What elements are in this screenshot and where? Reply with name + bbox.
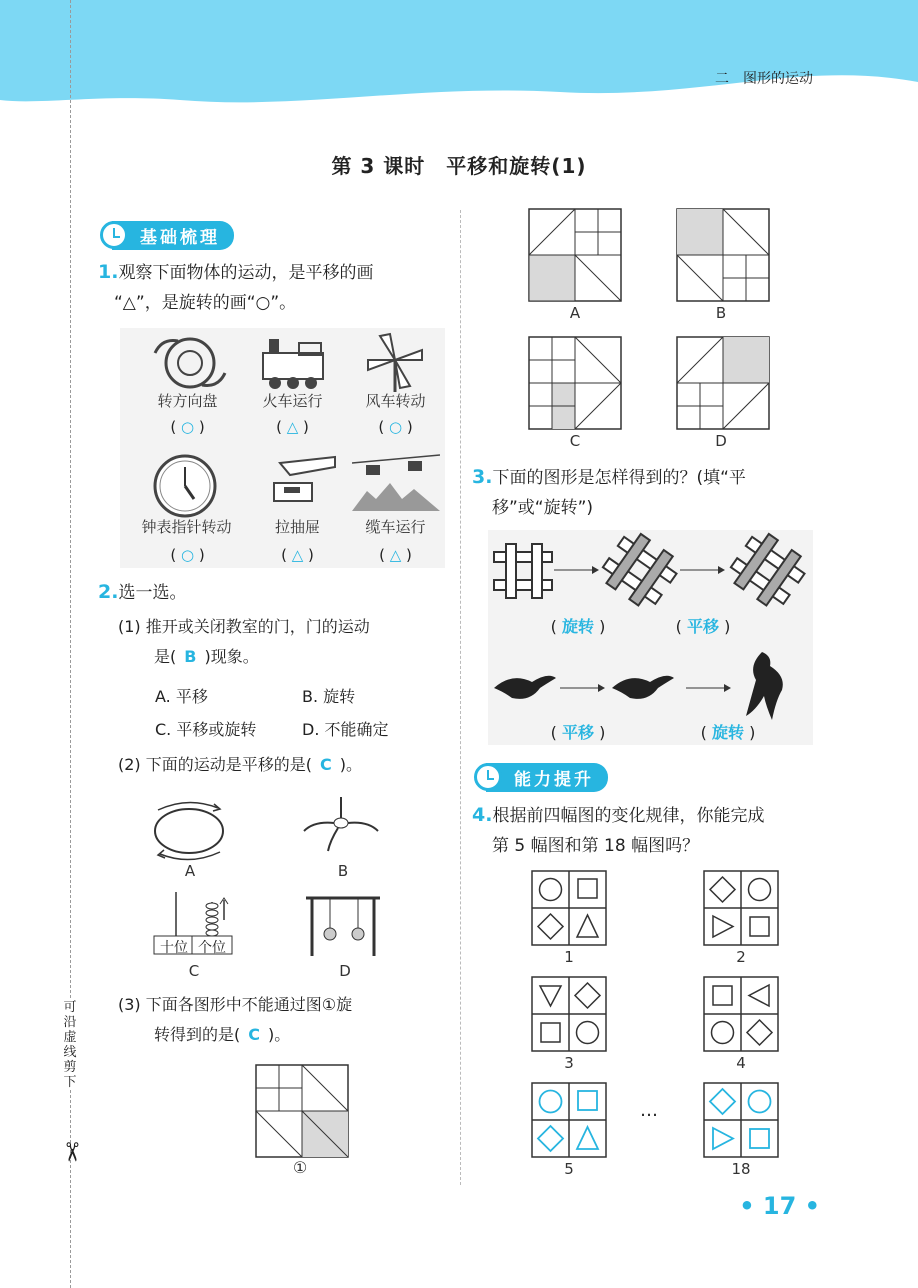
column-divider <box>460 210 461 1185</box>
arrow-icon <box>552 560 602 580</box>
pattern-grid-3 <box>531 976 607 1052</box>
choice-label-a: A <box>569 304 581 322</box>
p2-label-b: B <box>337 862 349 880</box>
label-drawer: 拉抽屉 <box>274 518 320 536</box>
pattern-label-2: 2 <box>736 948 746 966</box>
alarm-clock-icon <box>474 763 502 791</box>
train-icon <box>255 333 335 393</box>
option-d: D. 不能确定 <box>302 720 389 739</box>
page-title: 第 3 课时 平移和旋转(1) <box>331 154 587 178</box>
abacus-tens-label: 十位 <box>160 940 188 956</box>
p2-label-a: A <box>184 862 196 880</box>
pattern-label-4: 4 <box>736 1054 746 1072</box>
q3-answer-2: ( 平移 ) <box>675 617 731 636</box>
answer-steering: ( ○ ) <box>170 418 205 436</box>
frame-moved-icon <box>728 532 808 608</box>
q2-part1: (1) 推开或关闭教室的门，门的运动 是( B )现象。 <box>118 617 370 666</box>
label-train: 火车运行 <box>262 392 323 410</box>
swing-icon <box>302 892 384 958</box>
scissors-icon: ✂ <box>55 1141 86 1163</box>
frame-shape-icon <box>492 540 556 600</box>
frame-rotated-icon <box>600 532 680 608</box>
pattern-label-3: 3 <box>564 1054 574 1072</box>
choice-label-d: D <box>715 432 727 450</box>
arrow-icon <box>678 560 728 580</box>
section-badge-advanced <box>474 762 608 792</box>
p2-label-d: D <box>339 962 351 980</box>
section-badge-basic <box>100 220 234 250</box>
choice-label-c: C <box>569 432 581 450</box>
choice-figure-c <box>528 336 622 430</box>
answer-windmill: ( ○ ) <box>378 418 413 436</box>
label-clock: 钟表指针转动 <box>141 518 232 536</box>
windmill-icon <box>360 330 430 394</box>
p2-label-c: C <box>188 962 200 980</box>
swallow-icon <box>492 668 558 706</box>
ellipsis: … <box>640 1100 658 1121</box>
choice-label-b: B <box>715 304 727 322</box>
rotating-ellipse-icon <box>148 800 230 862</box>
q1-picture-panel <box>120 328 445 568</box>
option-c: C. 平移或旋转 <box>155 720 257 739</box>
pattern-label-5: 5 <box>564 1160 574 1178</box>
section-label: 基础梳理 <box>112 221 234 250</box>
alarm-clock-icon <box>100 221 128 249</box>
q3-text: 3.下面的图形是怎样得到的？(填“平 移”或“旋转”) <box>472 466 746 518</box>
chapter-title: 二 图形的运动 <box>715 71 813 87</box>
cut-line <box>70 0 71 1288</box>
label-cablecar: 缆车运行 <box>365 518 426 536</box>
arrow-icon <box>684 678 734 698</box>
figure-1-tangram <box>254 1063 350 1159</box>
cable-car-icon <box>352 453 440 513</box>
option-a: A. 平移 <box>155 687 208 706</box>
pattern-label-1: 1 <box>564 948 574 966</box>
pattern-grid-5 <box>531 1082 607 1158</box>
abacus-ones-label: 个位 <box>198 940 226 956</box>
label-windmill: 风车转动 <box>365 392 426 410</box>
figure-1-label: ① <box>292 1158 308 1177</box>
q4-text: 4.根据前四幅图的变化规律，你能完成 第 5 幅图和第 18 幅图吗？ <box>472 804 765 856</box>
option-b: B. 旋转 <box>302 687 356 706</box>
answer-train: ( △ ) <box>276 418 309 436</box>
pattern-grid-18 <box>703 1082 779 1158</box>
ceiling-fan-icon <box>300 795 382 857</box>
q2-part3: (3) 下面各图形中不能通过图①旋 转得到的是( C )。 <box>118 995 353 1044</box>
choice-figure-d <box>676 336 770 430</box>
swallow-rotated-icon <box>742 650 788 722</box>
q2-part2: (2) 下面的运动是平移的是( C )。 <box>118 755 362 774</box>
swallow-moved-icon <box>610 668 676 706</box>
steering-wheel-icon <box>150 333 230 393</box>
header-wave-band <box>0 0 918 110</box>
q3-answer-1: ( 旋转 ) <box>550 617 606 636</box>
cut-instruction: 可沿虚线剪下 <box>58 1000 82 1090</box>
pattern-grid-1 <box>531 870 607 946</box>
pattern-grid-2 <box>703 870 779 946</box>
q3-picture-panel <box>488 530 813 745</box>
q1-text: 1.观察下面物体的运动，是平移的画 “△”，是旋转的画“○”。 <box>98 261 374 313</box>
page-number: • 17 • <box>739 1192 820 1220</box>
q3-answer-3: ( 平移 ) <box>550 723 606 742</box>
choice-figure-b <box>676 208 770 302</box>
answer-cablecar: ( △ ) <box>379 546 412 564</box>
clock-face-icon <box>152 453 218 519</box>
pattern-grid-4 <box>703 976 779 1052</box>
pattern-label-18: 18 <box>731 1160 751 1178</box>
section-label: 能力提升 <box>486 763 608 792</box>
answer-drawer: ( △ ) <box>281 546 314 564</box>
q3-answer-4: ( 旋转 ) <box>700 723 756 742</box>
drawer-icon <box>260 453 340 513</box>
choice-figure-a <box>528 208 622 302</box>
arrow-icon <box>558 678 608 698</box>
answer-clock: ( ○ ) <box>170 546 205 564</box>
label-steering: 转方向盘 <box>157 392 218 410</box>
q2-title: 2.选一选。 <box>98 581 187 603</box>
